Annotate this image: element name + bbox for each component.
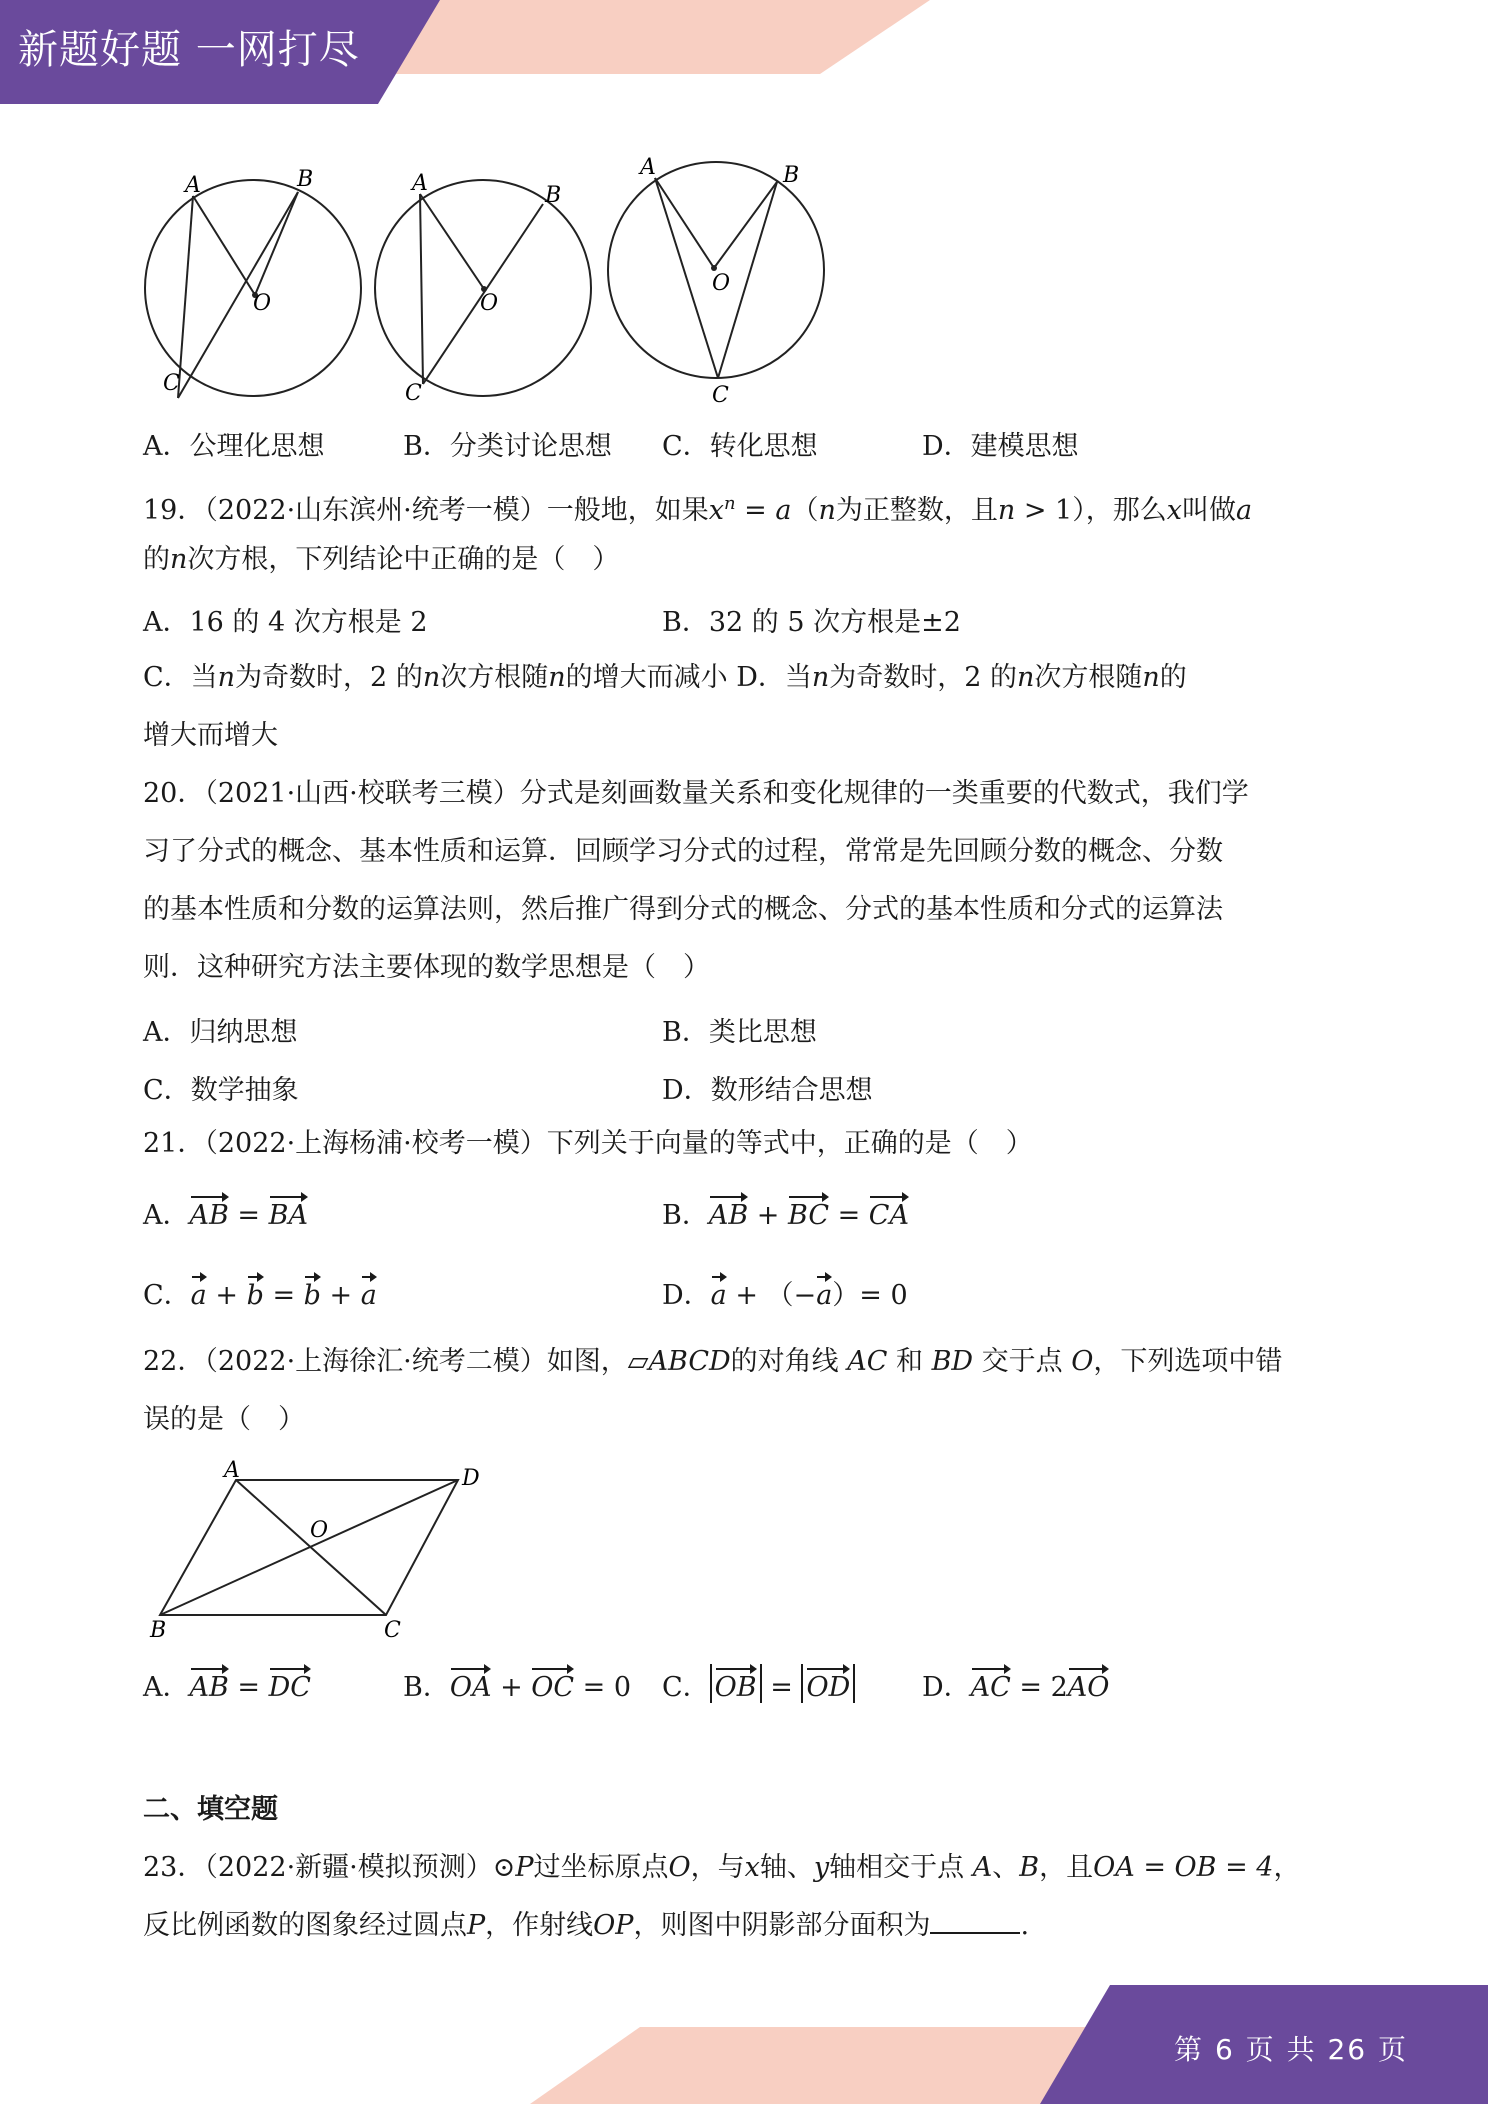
q20-line-3: 的基本性质和分数的运算法则，然后推广得到分式的概念、分式的基本性质和分式的运算法 — [143, 894, 1223, 925]
label-c: C — [163, 371, 180, 396]
label-a: A — [640, 155, 656, 180]
circle-figure-1 — [145, 180, 361, 398]
label-c: C — [384, 1618, 401, 1643]
label-b: B — [545, 183, 562, 208]
q21-option-a: A．AB = BA — [143, 1192, 308, 1232]
q21-option-c: C．a + b = b + a — [143, 1272, 377, 1312]
q23-stem-line2: 反比例函数的图象经过圆点P，作射线OP，则图中阴影部分面积为 . — [143, 1910, 1030, 1941]
q19-options-cd — [143, 658, 1353, 698]
label-a: A — [412, 171, 428, 196]
q22-stem-line2: 误的是（ ） — [143, 1404, 305, 1435]
header-title: 新题好题 一网打尽 — [18, 27, 360, 73]
label-o: O — [253, 291, 272, 316]
label-o: O — [480, 291, 499, 316]
label-o: O — [310, 1518, 329, 1543]
label-b: B — [150, 1618, 167, 1643]
q21-option-b: B．AB + BC = CA — [662, 1192, 909, 1232]
q20-line-4: 则．这种研究方法主要体现的数学思想是（ ） — [143, 952, 710, 983]
q20-option-b: B．类比思想 — [662, 1017, 817, 1048]
label-o: O — [712, 271, 731, 296]
q19-stem-line2: 的n次方根，下列结论中正确的是（ ） — [143, 544, 620, 575]
section-title-fill-in: 二、填空题 — [143, 1794, 278, 1825]
label-b: B — [783, 163, 800, 188]
answer-blank[interactable] — [930, 1932, 1020, 1934]
q19-stem-line1: 19．（2022·山东滨州·统考一模）一般地，如果$x^n = a(n$为正整数，且n > 1），那么x叫做a — [143, 493, 1253, 526]
q18-option-c: C．转化思想 — [662, 431, 818, 462]
q19-option-a: A．16 的 4 次方根是 2 — [143, 607, 428, 638]
label-a: A — [224, 1458, 240, 1483]
q18-figure — [135, 150, 835, 410]
q22-option-a: A．AB = DC — [143, 1664, 311, 1704]
q20-line-1: 20．（2021·山西·校联考三模）分式是刻画数量关系和变化规律的一类重要的代数式，我们学 — [143, 778, 1249, 809]
label-d: D — [462, 1466, 480, 1491]
q20-option-d: D．数形结合思想 — [662, 1075, 873, 1106]
q19-option-b: B．32 的 5 次方根是±2 — [662, 607, 961, 638]
q21-option-d: D．a + （−a）= 0 — [662, 1272, 908, 1312]
q23-stem-line1: 23．（2022·新疆·模拟预测）⊙P过坐标原点O，与x轴、y轴相交于点 A、B，且OA = OB = 4， — [143, 1852, 1301, 1883]
q21-stem: 21．（2022·上海杨浦·校考一模）下列关于向量的等式中，正确的是（ ） — [143, 1128, 1033, 1159]
label-b: B — [297, 167, 314, 192]
q22-parallelogram-figure — [140, 1455, 500, 1645]
q22-option-c: C． OB = OD — [662, 1664, 855, 1704]
page-number: 第 6 页 共 26 页 — [1174, 2033, 1408, 2066]
q19-option-c: C．当n为奇数时，2 的n次方根随n的增大而减小 — [143, 662, 728, 693]
q18-option-b: B．分类讨论思想 — [403, 431, 612, 462]
q20-option-c: C．数学抽象 — [143, 1075, 299, 1106]
q20-line-2: 习了分式的概念、基本性质和运算．回顾学习分式的过程，常常是先回顾分数的概念、分数 — [143, 836, 1223, 867]
label-c: C — [405, 381, 422, 406]
q19-option-d-cont: 增大而增大 — [143, 720, 278, 751]
label-c: C — [712, 383, 729, 408]
q22-option-d: D．AC = 2AO — [922, 1664, 1109, 1704]
q18-option-a: A．公理化思想 — [143, 431, 325, 462]
q18-option-d: D．建模思想 — [922, 431, 1079, 462]
q19-option-d: D．当n为奇数时，2 的n次方根随n的 — [736, 662, 1187, 693]
q22-stem-line1: 22．（2022·上海徐汇·统考二模）如图，▱ABCD的对角线 AC 和 BD 交于点 O，下列选项中错 — [143, 1346, 1283, 1377]
q20-option-a: A．归纳思想 — [143, 1017, 298, 1048]
q22-option-b: B．OA + OC = 0 — [403, 1664, 631, 1704]
label-a: A — [185, 173, 201, 198]
